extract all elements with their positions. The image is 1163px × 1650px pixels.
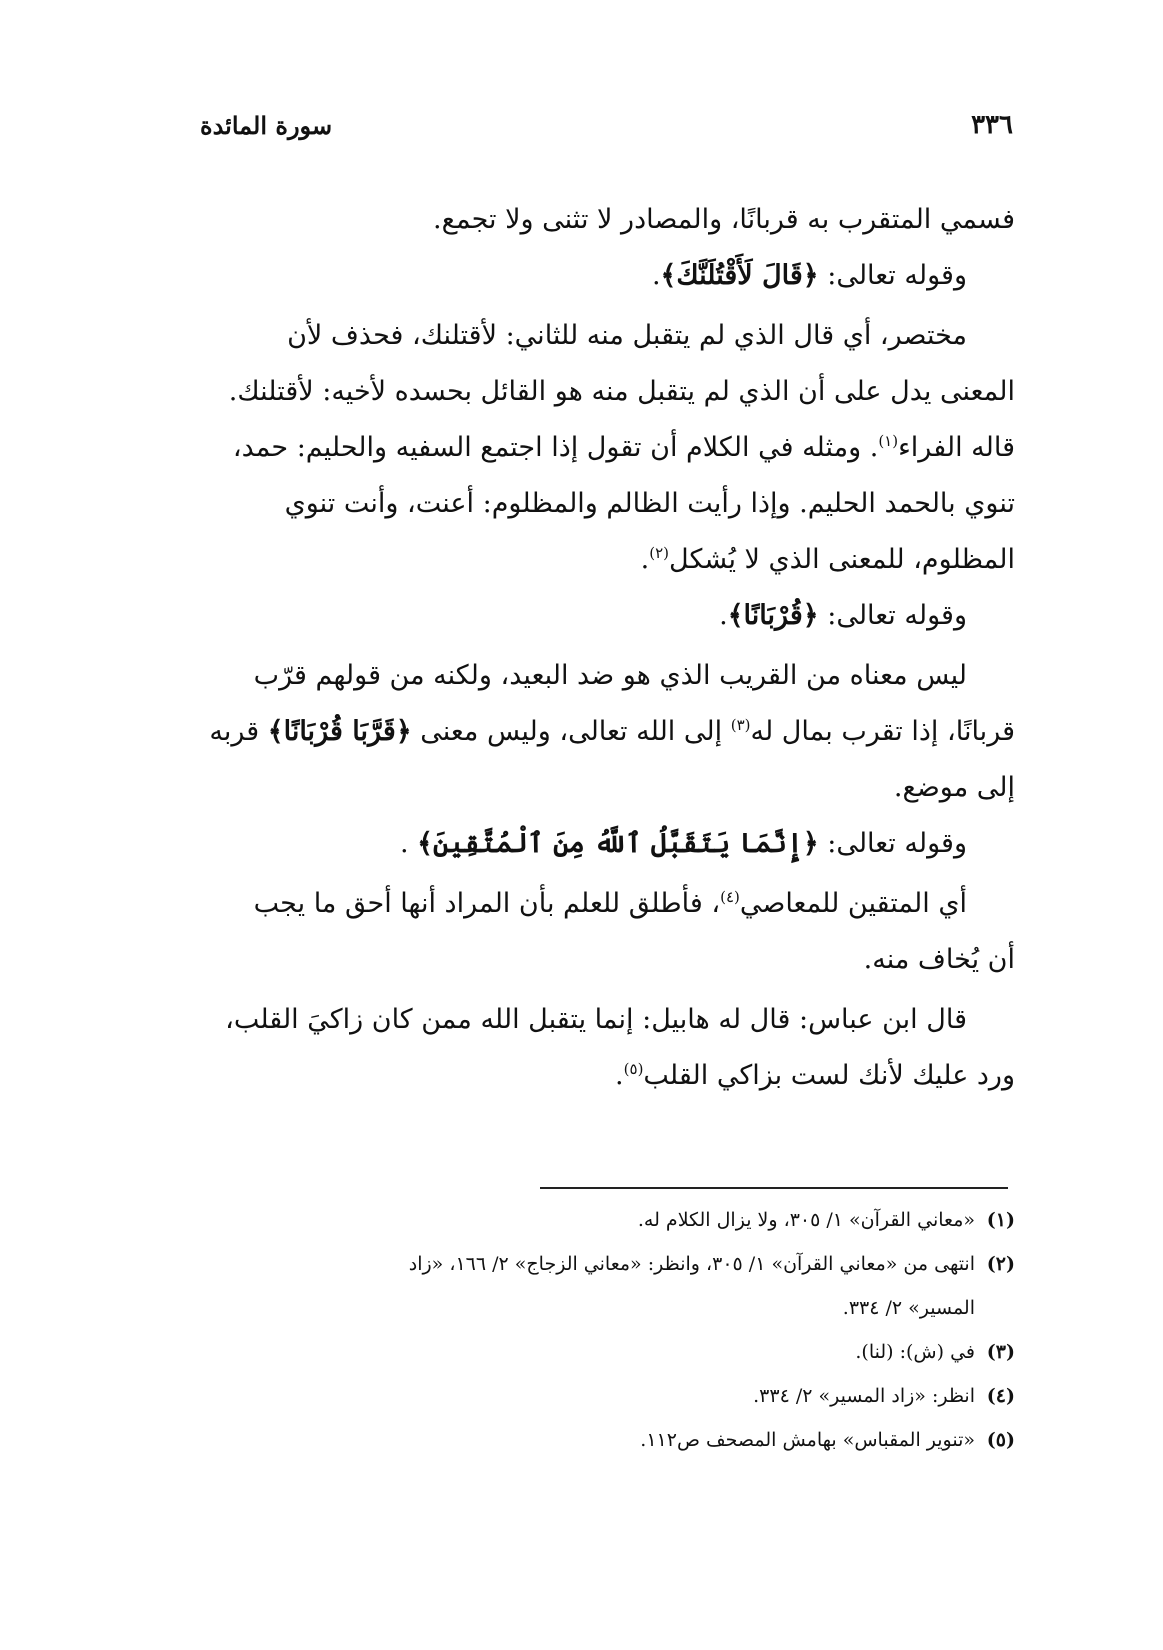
footnote-ref: (٥)	[623, 1060, 644, 1078]
footnote-ref: (٣)	[730, 716, 751, 734]
verse-heading	[120, 248, 1015, 304]
text-span: وقوله تعالى:	[818, 600, 967, 631]
text-span: وقوله تعالى:	[818, 260, 967, 291]
text-line	[120, 532, 1015, 588]
footnote-ref: (٤)	[720, 888, 740, 906]
quran-verse: ﴿قَالَ لَأَقْتُلَنَّكَ﴾	[660, 260, 819, 291]
text-span: ، فأطلق للعلم بأن المراد أنها أحق ما يجب	[253, 888, 721, 919]
text-line	[120, 876, 1015, 932]
footnote-text: «معاني القرآن» ١/ ٣٠٥، ولا يزال الكلام له.	[637, 1209, 975, 1231]
verse-heading	[120, 588, 1015, 644]
text-line	[120, 932, 1015, 988]
footnote	[110, 1330, 1015, 1374]
text-span: .	[400, 828, 418, 859]
text-line	[120, 760, 1015, 816]
text-span: .	[719, 600, 728, 631]
footnote-number: (٥)	[986, 1429, 1015, 1451]
text-span: إلى الله تعالى، وليس معنى	[411, 716, 731, 747]
footnote	[110, 1242, 1015, 1286]
main-text	[120, 192, 1015, 1104]
footnote-text: انتهى من «معاني القرآن» ١/ ٣٠٥، وانظر: «معاني الزجاج» ٢/ ١٦٦، «زاد	[408, 1253, 975, 1275]
text-span: أن يُخاف منه.	[863, 944, 1015, 975]
text-line	[120, 1048, 1015, 1104]
text-span: مختصر، أي قال الذي لم يتقبل منه للثاني: لأقتلنك، فحذف لأن	[287, 320, 967, 351]
text-line	[120, 992, 1015, 1048]
footnote-number: (١)	[986, 1209, 1015, 1231]
text-span: تنوي بالحمد الحليم. وإذا رأيت الظالم والمظلوم: أعنت، وأنت تنوي	[284, 488, 1015, 519]
text-line	[120, 476, 1015, 532]
footnote-text: انظر: «زاد المسير» ٢/ ٣٣٤.	[753, 1385, 975, 1407]
page-number: ٣٣٦	[971, 110, 1013, 140]
footnote-number: (٢)	[986, 1253, 1015, 1275]
text-span: أي المتقين للمعاصي	[739, 888, 967, 919]
text-span: المظلوم، للمعنى الذي لا يُشكل	[669, 544, 1015, 575]
text-line	[120, 420, 1015, 476]
footnotes	[110, 1198, 1015, 1462]
text-line	[120, 308, 1015, 364]
text-span: ليس معناه من القريب الذي هو ضد البعيد، ولكنه من قولهم قرّب	[253, 660, 967, 691]
quran-verse: ﴿قَرَّبَا قُرْبَانًا﴾	[267, 716, 412, 747]
text-span: قربانًا، إذا تقرب بمال له	[750, 716, 1015, 747]
text-span: فسمي المتقرب به قربانًا، والمصادر لا تثنى ولا تجمع.	[433, 204, 1015, 235]
footnote-text: في (ش): (لنا).	[855, 1341, 975, 1363]
text-line	[120, 648, 1015, 704]
footnote	[110, 1418, 1015, 1462]
text-span: إلى موضع.	[893, 772, 1015, 803]
text-line	[120, 704, 1015, 760]
text-span: قاله الفراء	[898, 432, 1015, 463]
text-line	[120, 192, 1015, 248]
footnote-number: (٣)	[986, 1341, 1015, 1363]
text-span: .	[615, 1060, 624, 1091]
footnote-continuation: المسير» ٢/ ٣٣٤.	[842, 1297, 975, 1319]
text-span: ورد عليك لأنك لست بزاكي القلب	[643, 1060, 1015, 1091]
text-line	[120, 364, 1015, 420]
footnote-text: «تنوير المقباس» بهامش المصحف ص١١٢.	[640, 1429, 975, 1451]
text-span: المعنى يدل على أن الذي لم يتقبل منه هو القائل بحسده لأخيه: لأقتلنك.	[228, 376, 1015, 407]
footnote	[110, 1374, 1015, 1418]
text-span: وقوله تعالى:	[818, 828, 967, 859]
text-span: .	[651, 260, 661, 291]
footnote-ref: (١)	[878, 432, 899, 450]
sura-title: سورة المائدة	[200, 110, 333, 140]
quran-verse: ﴿قُرْبَانًا﴾	[727, 600, 819, 631]
footnote	[110, 1198, 1015, 1242]
footnote-number: (٤)	[986, 1385, 1015, 1407]
text-span: قال ابن عباس: قال له هابيل: إنما يتقبل الله ممن كان زاكيَ القلب،	[225, 1004, 967, 1035]
footnote-ref: (٢)	[649, 544, 670, 562]
verse-heading	[120, 816, 1015, 872]
text-span: . ومثله في الكلام أن تقول إذا اجتمع السفيه والحليم: حمد،	[232, 432, 879, 463]
quran-verse: ﴿إِنَّمَا يَتَقَبَّلُ ٱللَّهُ مِنَ ٱلْمُتَّقِينَ﴾	[417, 828, 819, 859]
footnote-divider	[540, 1187, 1008, 1189]
text-span: .	[640, 544, 650, 575]
page-header	[200, 100, 1013, 150]
text-span: قربه	[209, 716, 268, 747]
